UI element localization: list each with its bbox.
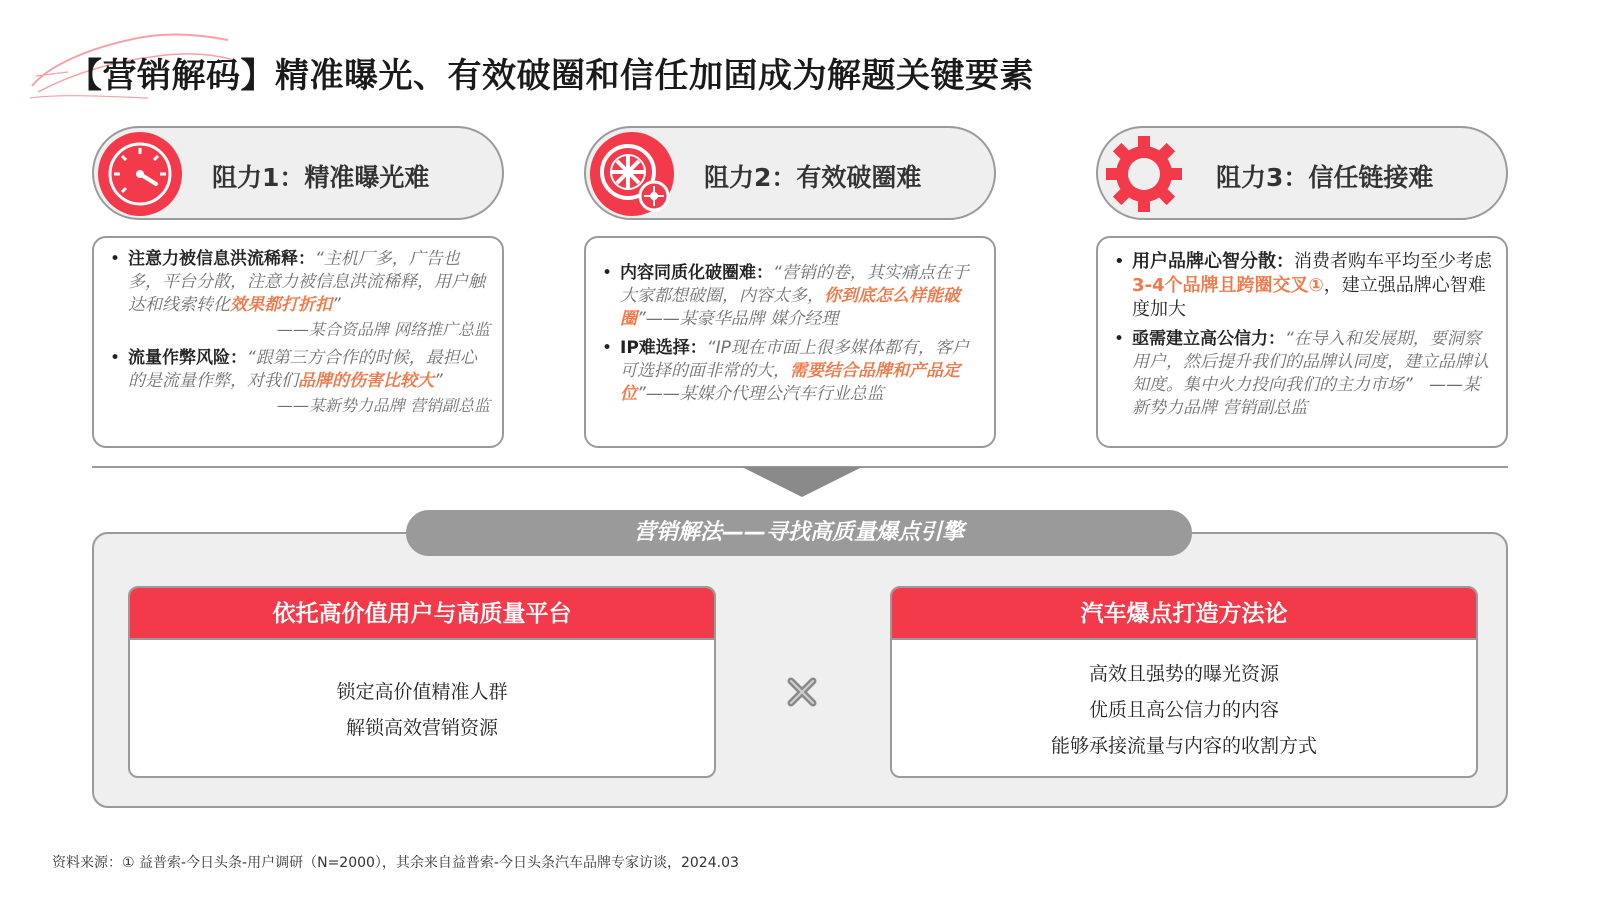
list-item: • 流量作弊风险：“跟第三方合作的时候，最担心的是流量作弊，对我们品牌的伤害比较大” ——某新势力品牌 营销副总监 (108, 347, 490, 417)
resistance-1-header (92, 126, 504, 220)
list-item: • 注意力被信息洪流稀释：“主机厂多，广告也多，平台分散，注意力被信息洪流稀释，用户触达和线索转化效果都打折扣” ——某合资品牌 网络推广总监 (108, 248, 490, 341)
solution-line: 能够承接流量与内容的收割方式 (1050, 735, 1317, 757)
solution-line: 高效且强势的曝光资源 (1088, 663, 1279, 685)
multiply-icon (786, 676, 818, 708)
resistance-1-label: 阻力1：精准曝光难 (212, 163, 430, 192)
quote-source: ——某新势力品牌 营销副总监 (276, 396, 490, 415)
list-item: • IP难选择：“IP现在市面上很多媒体都有，客户可选择的面非常的大，需要结合品牌和产品定位”——某媒介代理公汽车行业总监 (600, 337, 982, 406)
solution-pill: 营销解法——寻找高质量爆点引擎 (406, 510, 1192, 556)
speedometer-icon (98, 132, 182, 216)
solution-left-header: 依托高价值用户与高质量平台 (130, 588, 714, 640)
solution-line: 优质且高公信力的内容 (1088, 699, 1279, 721)
solution-right-card (890, 586, 1478, 778)
down-arrow-icon (742, 467, 862, 497)
resistance-2-label: 阻力2：有效破圈难 (704, 163, 922, 192)
list-item: • 亟需建立高公信力：“在导入和发展期，要洞察用户，然后提升我们的品牌认同度，建立品牌认知度。集中火力投向我们的主力市场” ——某新势力品牌 营销副总监 (1112, 328, 1494, 420)
solution-left-card (128, 586, 716, 778)
page-title: 【营销解码】精准曝光、有效破圈和信任加固成为解题关键要素 (68, 56, 1034, 96)
resistance-1-details (92, 236, 504, 448)
solution-line: 锁定高价值精准人群 (336, 681, 508, 703)
wheel-icon (590, 132, 674, 216)
list-item: • 用户品牌心智分散：消费者购车平均至少考虑3-4个品牌且跨圈交叉①，建立强品牌心智难度加大 (1112, 250, 1494, 322)
resistance-3-label: 阻力3：信任链接难 (1216, 163, 1434, 192)
resistance-3-header (1096, 126, 1508, 220)
solution-right-header: 汽车爆点打造方法论 (892, 588, 1476, 640)
solution-line: 解锁高效营销资源 (345, 717, 498, 739)
resistance-2-details (584, 236, 996, 448)
list-item: • 内容同质化破圈难：“营销的卷，其实痛点在于大家都想破圈，内容太多，你到底怎么样能破圈”——某豪华品牌 媒介经理 (600, 262, 982, 331)
source-footnote: 资料来源：① 益普索-今日头条-用户调研（N=2000），其余来自益普索-今日头条汽车品牌专家访谈，2024.03 (52, 855, 739, 871)
resistance-2-header (584, 126, 996, 220)
quote-source: ——某合资品牌 网络推广总监 (276, 320, 490, 339)
gear-icon (1102, 132, 1186, 216)
resistance-3-details (1096, 236, 1508, 448)
